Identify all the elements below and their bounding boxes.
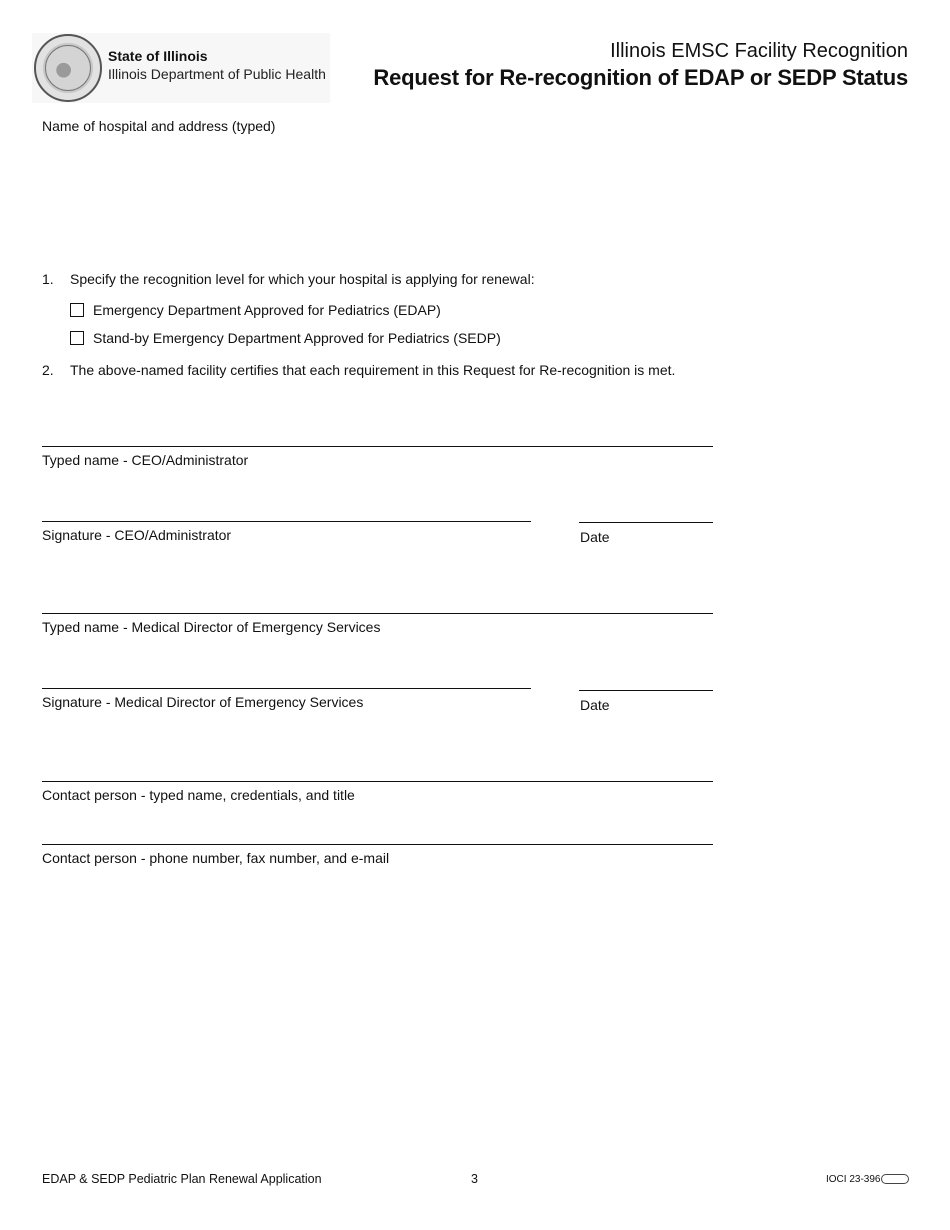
ceo-date-label: Date <box>580 529 610 545</box>
md-signature-field[interactable] <box>42 688 531 689</box>
ceo-date-field[interactable] <box>579 522 713 523</box>
q2-text: The above-named facility certifies that each requirement in this Request for Re-recognition is met. <box>70 362 676 378</box>
edap-option-label: Emergency Department Approved for Pediatrics (EDAP) <box>93 302 441 318</box>
dept-name: Illinois Department of Public Health <box>108 66 326 82</box>
q2-number: 2. <box>42 362 54 378</box>
program-title: Illinois EMSC Facility Recognition <box>610 40 908 62</box>
ceo-signature-field[interactable] <box>42 521 531 522</box>
md-typed-name-field[interactable] <box>42 613 713 614</box>
ceo-typed-name-label: Typed name - CEO/Administrator <box>42 452 249 468</box>
contact-name-label: Contact person - typed name, credentials, and title <box>42 787 355 803</box>
sedp-option-label: Stand-by Emergency Department Approved for Pediatrics (SEDP) <box>93 330 501 346</box>
contact-name-field[interactable] <box>42 781 713 782</box>
md-typed-name-label: Typed name - Medical Director of Emergency Services <box>42 619 381 635</box>
md-date-field[interactable] <box>579 690 713 691</box>
state-seal-icon <box>34 34 102 102</box>
md-signature-label: Signature - Medical Director of Emergency Services <box>42 694 364 710</box>
page-number: 3 <box>471 1172 478 1186</box>
hospital-name-label: Name of hospital and address (typed) <box>42 118 276 134</box>
sedp-checkbox[interactable] <box>70 331 84 345</box>
org-name: State of Illinois <box>108 48 208 64</box>
q1-number: 1. <box>42 271 54 287</box>
hospital-name-field[interactable] <box>42 140 712 250</box>
ceo-signature-label: Signature - CEO/Administrator <box>42 527 232 543</box>
md-date-label: Date <box>580 697 610 713</box>
ioci-logo-icon <box>881 1174 909 1184</box>
footer-doc-name: EDAP & SEDP Pediatric Plan Renewal Application <box>42 1172 322 1186</box>
form-title: Request for Re-recognition of EDAP or SEDP Status <box>373 65 908 90</box>
form-code: IOCI 23-396 <box>826 1174 881 1185</box>
contact-phone-label: Contact person - phone number, fax number, and e-mail <box>42 850 390 866</box>
q1-text: Specify the recognition level for which your hospital is applying for renewal: <box>70 271 535 287</box>
edap-checkbox[interactable] <box>70 303 84 317</box>
contact-phone-field[interactable] <box>42 844 713 845</box>
ceo-typed-name-field[interactable] <box>42 446 713 447</box>
